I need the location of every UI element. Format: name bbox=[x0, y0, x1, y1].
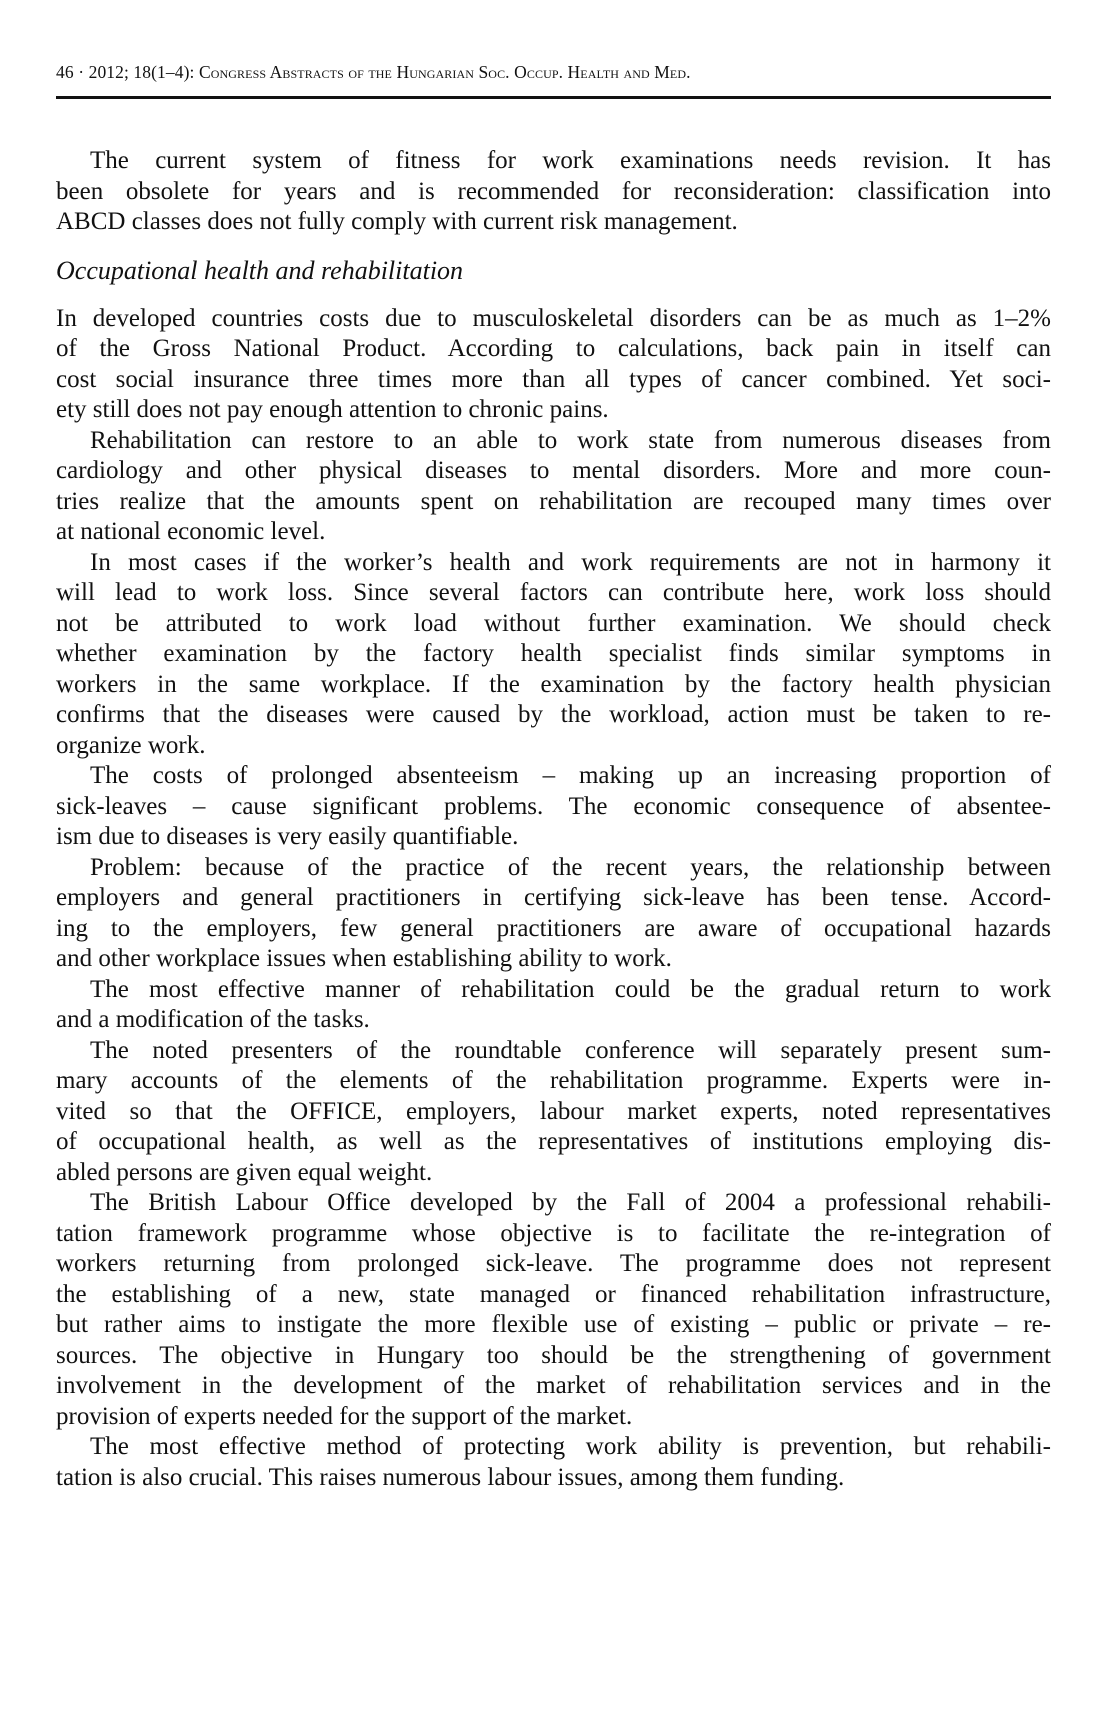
text-line: cost social insurance three times more than all types of cancer combined. Yet soci- bbox=[56, 365, 1051, 393]
text-line: workers in the same workplace. If the examination by the factory health physician bbox=[56, 670, 1051, 698]
text-line: but rather aims to instigate the more flexible use of existing – public or private – re- bbox=[56, 1311, 1051, 1338]
text-line: The costs of prolonged absenteeism – making up an increasing proportion of bbox=[90, 762, 1051, 789]
text-line: involvement in the development of the market of rehabilitation services and in the bbox=[56, 1372, 1051, 1399]
text-line: The most effective method of protecting work ability is prevention, but rehabili- bbox=[90, 1433, 1051, 1460]
text-line: been obsolete for years and is recommended for reconsideration: classification into bbox=[56, 177, 1051, 205]
text-line: ism due to diseases is very easily quantifiable. bbox=[56, 823, 519, 850]
text-line: The noted presenters of the roundtable conference will separately present sum- bbox=[90, 1036, 1051, 1064]
text-line: Problem: because of the practice of the recent years, the relationship between bbox=[90, 853, 1051, 881]
text-line: sources. The objective in Hungary too should be the strengthening of government bbox=[56, 1341, 1051, 1369]
text-line: the establishing of a new, state managed or financed rehabilitation infrastructure, bbox=[56, 1280, 1051, 1308]
text-line: tation framework programme whose objective is to facilitate the re-integration of bbox=[56, 1219, 1051, 1247]
text-line: of occupational health, as well as the representatives of institutions employing dis- bbox=[56, 1128, 1051, 1155]
paragraph-problem bbox=[56, 853, 1051, 975]
text-line: confirms that the diseases were caused by the workload, action must be taken to re- bbox=[56, 701, 1051, 728]
text-line: provision of experts needed for the support of the market. bbox=[56, 1402, 633, 1430]
paragraph-prevention bbox=[56, 1432, 1051, 1493]
text-line: cardiology and other physical diseases to mental disorders. More and more coun- bbox=[56, 457, 1051, 484]
text-line: vited so that the OFFICE, employers, labour market experts, noted representatives bbox=[56, 1097, 1051, 1125]
text-line: employers and general practitioners in certifying sick-leave has been tense. Accord- bbox=[56, 884, 1051, 911]
paragraph-work-loss bbox=[56, 548, 1051, 762]
text-line: In developed countries costs due to musculoskeletal disorders can be as much as 1–2% bbox=[56, 304, 1051, 332]
text-line: The most effective manner of rehabilitation could be the gradual return to work bbox=[90, 975, 1051, 1003]
text-line: tation is also crucial. This raises numerous labour issues, among them funding. bbox=[56, 1463, 845, 1491]
section-heading: Occupational health and rehabilitation bbox=[56, 255, 464, 285]
text-line: organize work. bbox=[56, 731, 206, 759]
text-line: and a modification of the tasks. bbox=[56, 1006, 370, 1033]
paragraph-musculoskeletal bbox=[56, 304, 1051, 426]
text-line: whether examination by the factory health specialist finds similar symptoms in bbox=[56, 640, 1051, 667]
text-line: at national economic level. bbox=[56, 518, 326, 545]
page-number: 46 bbox=[56, 62, 74, 82]
text-line: The British Labour Office developed by the Fall of 2004 a professional rehabili- bbox=[90, 1189, 1051, 1216]
paragraph-british-labour-office bbox=[56, 1188, 1051, 1432]
text-line: tries realize that the amounts spent on rehabilitation are recouped many times over bbox=[56, 487, 1051, 515]
text-line: and other workplace issues when establishing ability to work. bbox=[56, 945, 672, 972]
text-line: In most cases if the worker’s health and work requirements are not in harmony it bbox=[90, 548, 1051, 576]
text-line: Rehabilitation can restore to an able to work state from numerous diseases from bbox=[90, 426, 1051, 454]
text-line: not be attributed to work load without further examination. We should check bbox=[56, 609, 1051, 637]
text-line: ety still does not pay enough attention to chronic pains. bbox=[56, 396, 609, 423]
text-line: mary accounts of the elements of the rehabilitation programme. Experts were in- bbox=[56, 1067, 1051, 1094]
text-line: abled persons are given equal weight. bbox=[56, 1158, 433, 1186]
paragraph-rehabilitation bbox=[56, 426, 1051, 548]
text-line: ABCD classes does not fully comply with current risk management. bbox=[56, 208, 738, 235]
header-rule bbox=[56, 96, 1051, 99]
text-line: will lead to work loss. Since several factors can contribute here, work loss should bbox=[56, 579, 1051, 606]
article-body bbox=[56, 146, 1051, 1493]
text-line: The current system of fitness for work examinations needs revision. It has bbox=[90, 147, 1051, 174]
paragraph-gradual-return bbox=[56, 975, 1051, 1036]
text-line: of the Gross National Product. According to calculations, back pain in itself can bbox=[56, 335, 1051, 362]
intro-paragraph bbox=[56, 146, 1051, 238]
text-line: sick-leaves – cause significant problems. The economic consequence of absentee- bbox=[56, 792, 1051, 820]
journal-title: Congress Abstracts of the Hungarian Soc. Occup. Health and Med. bbox=[198, 62, 691, 82]
citation: · 2012; 18(1–4): bbox=[78, 62, 199, 82]
paragraph-roundtable bbox=[56, 1036, 1051, 1189]
paragraph-absenteeism bbox=[56, 761, 1051, 853]
running-header bbox=[56, 62, 1036, 83]
text-line: ing to the employers, few general practitioners are aware of occupational hazards bbox=[56, 914, 1051, 942]
text-line: workers returning from prolonged sick-leave. The programme does not represent bbox=[56, 1250, 1051, 1277]
